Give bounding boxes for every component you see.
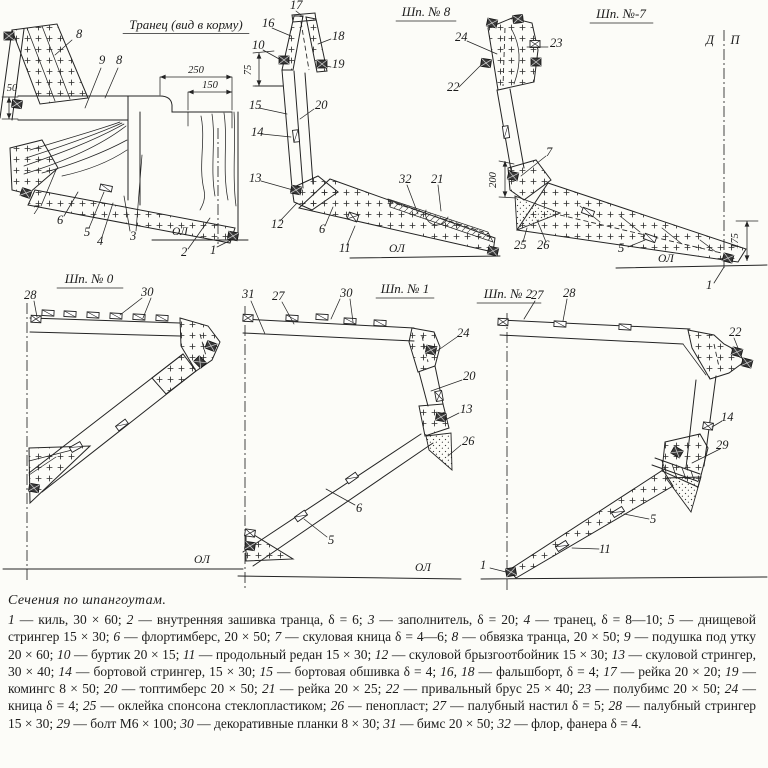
legend-item — [368, 612, 524, 627]
legend-item-text: — кница δ = 4; — [8, 681, 757, 714]
callout-30: 30 — [141, 285, 154, 299]
callout-16: 16 — [262, 16, 275, 30]
legend-item-text: — рейка 20 × 25; — [275, 681, 382, 697]
callout-17: 17 — [290, 0, 303, 12]
dim-75-ticks — [253, 51, 283, 86]
legend-item-text: — привальный брус 25 × 40; — [399, 681, 574, 697]
figure-title: Шп. №-7 — [596, 6, 646, 21]
legend-item-text: — палубный настил δ = 5; — [446, 698, 605, 714]
legend-item — [578, 681, 725, 696]
legend-item-text: — пенопласт; — [344, 698, 429, 714]
deck-plank — [87, 312, 99, 318]
connector — [507, 171, 518, 181]
deck-lines — [500, 320, 690, 344]
legend-item-text: — болт М6 × 100; — [70, 715, 177, 731]
legend-item-text: — флор, фанера δ = 4. — [510, 715, 642, 731]
baseline-label: ОЛ — [194, 554, 210, 566]
legend-item-number: 24 — [724, 681, 739, 697]
legend-item — [104, 681, 262, 696]
legend-item — [260, 664, 441, 679]
dim-75: 75 — [243, 64, 254, 76]
keel-marker — [28, 483, 39, 493]
baseline — [481, 577, 767, 579]
connector — [11, 99, 22, 108]
legend-item-text: — буртик 20 × 15; — [70, 646, 180, 662]
callout-20: 20 — [463, 369, 476, 383]
callout-5: 5 — [84, 225, 91, 239]
callout-11: 11 — [599, 542, 611, 556]
dim-250: 250 — [188, 65, 204, 76]
legend-item-text: — бортовой стрингер, 15 × 30; — [71, 663, 256, 679]
callout-13: 13 — [249, 171, 262, 185]
callout-13: 13 — [460, 402, 473, 416]
callout-11: 11 — [339, 241, 351, 255]
legend-item — [274, 629, 451, 644]
deck-lines — [243, 319, 414, 341]
bottom-band — [299, 179, 495, 252]
legend-item-text: — подушка под утку 20 × 60; — [8, 629, 756, 662]
legend-item-number: 28 — [608, 698, 623, 714]
legend-item-number: 12 — [374, 646, 389, 662]
baseline-label: ОЛ — [415, 562, 431, 574]
legend-item-number: 13 — [611, 646, 625, 662]
deck-plank — [554, 321, 566, 327]
deck-plank — [619, 324, 631, 330]
side-planking — [497, 89, 524, 170]
callout-19: 19 — [332, 57, 345, 71]
callout-18: 18 — [332, 29, 345, 43]
baseline-label: ОЛ — [389, 243, 405, 255]
callout-27: 27 — [272, 289, 285, 303]
legend-item-text: — транец, δ = 8—10; — [530, 612, 663, 627]
connector — [4, 32, 14, 40]
callout-14: 14 — [721, 410, 734, 424]
gunwale-block — [488, 18, 538, 90]
legend-item — [375, 647, 612, 662]
legend-item-number: 7 — [274, 629, 282, 645]
callout-21: 21 — [431, 172, 444, 186]
figure-frame-1 — [238, 281, 476, 589]
callout-26: 26 — [462, 434, 475, 448]
centerline-p: П — [730, 33, 740, 47]
connector — [530, 41, 540, 48]
baseline — [238, 576, 461, 579]
callout-9: 9 — [99, 53, 106, 67]
legend-item-number: 22 — [385, 681, 400, 697]
connector — [486, 18, 497, 28]
legend-item-text: — внутренняя зашивка транца, δ = 6; — [133, 612, 363, 627]
keel-marker — [505, 567, 516, 577]
legend-item — [262, 681, 386, 696]
foam — [426, 433, 452, 470]
legend-item — [497, 716, 641, 731]
deck-stringer — [498, 318, 508, 326]
legend-item-number: 26 — [330, 698, 345, 714]
bottom-band — [517, 183, 746, 262]
legend-item-text: — комингс 8 × 50; — [8, 663, 757, 697]
side-stringer — [703, 422, 714, 430]
baseline-label: ОЛ — [172, 226, 188, 238]
side-planking — [282, 70, 313, 188]
legend-item-number: 10 — [56, 646, 71, 662]
legend-item-text: — флортимберс, 20 × 50; — [120, 629, 271, 645]
callout-4: 4 — [97, 234, 104, 248]
deck-plank — [42, 310, 54, 316]
legend-item-text: — продольный редан 15 × 30; — [195, 646, 372, 662]
legend-item-text: — фальшборт, δ = 4; — [474, 663, 600, 679]
legend-item-text: — бимс 20 × 50; — [396, 715, 494, 731]
legend-item-number: 11 — [182, 646, 196, 662]
callout-22: 22 — [729, 325, 742, 339]
callout-7: 7 — [33, 203, 40, 217]
legend-item-number: 8 — [451, 629, 459, 645]
figure-title: Транец (вид в корму) — [129, 17, 243, 32]
bulwark-dash — [301, 22, 309, 70]
callout-2: 2 — [181, 245, 188, 259]
callout-3: 3 — [130, 229, 137, 243]
legend-item — [433, 698, 609, 713]
callout-12: 12 — [271, 217, 284, 231]
callout-24: 24 — [455, 30, 468, 44]
callout-6: 6 — [319, 222, 326, 236]
callout-1: 1 — [480, 558, 487, 572]
legend-item-number: 29 — [56, 715, 70, 731]
legend-title: Сечения по шпангоутам. — [8, 593, 167, 608]
legend-item-text: — топтимберс 20 × 50; — [117, 681, 258, 697]
legend-item-text: — скуловой стрингер, 30 × 40; — [8, 646, 757, 679]
legend-item — [83, 698, 331, 713]
callout-8b: 8 — [116, 53, 123, 67]
keel-assembly — [29, 446, 90, 503]
deck-plank — [344, 318, 356, 324]
legend-item-text: — декоративные планки 8 × 30; — [193, 715, 380, 731]
legend-item-number: 9 — [623, 629, 631, 645]
figure-frame-2 — [477, 286, 767, 592]
legend-item-text: — заполнитель, δ = 20; — [374, 612, 519, 627]
keel-marker — [487, 246, 498, 256]
chine-knee — [10, 140, 58, 194]
legend-item-number: 2 — [126, 612, 134, 627]
legend-item — [183, 647, 375, 662]
callout-5: 5 — [328, 533, 335, 547]
deck-plank — [110, 313, 122, 319]
connector — [513, 14, 524, 23]
legend-item — [386, 681, 578, 696]
callout-31: 31 — [242, 287, 255, 301]
legend-item — [113, 629, 274, 644]
legend-item-number: 15 — [259, 663, 274, 679]
legend-item-number: 21 — [262, 681, 276, 697]
figure-title: Шп. № 2 — [483, 286, 533, 301]
callout-14: 14 — [251, 125, 264, 139]
legend-item-text: — скуловая кница δ = 4—6; — [281, 629, 448, 645]
callout-28: 28 — [24, 288, 37, 302]
figure-title: Шп. № 8 — [401, 4, 451, 19]
connector — [245, 529, 256, 537]
connector — [531, 58, 541, 66]
deck-plank — [64, 311, 76, 317]
legend-item-text: — бортовая обшивка δ = 4; — [273, 663, 437, 679]
dim-50: 50 — [6, 83, 18, 94]
figure-frame-0 — [3, 271, 243, 580]
legend-item-number: 25 — [82, 698, 97, 714]
legend-item-text: — оклейка спонсона стеклопластиком; — [96, 698, 327, 714]
legend-item-number: 14 — [58, 663, 72, 679]
stringer-marker — [345, 472, 358, 483]
callout-6: 6 — [57, 213, 64, 227]
callout-15: 15 — [249, 98, 262, 112]
legend — [0, 588, 768, 732]
dim-250-ticks — [160, 77, 232, 110]
callout-10: 10 — [252, 38, 265, 52]
legend-item — [58, 664, 259, 679]
legend-item — [523, 612, 667, 627]
connector — [425, 345, 436, 355]
legend-item-number: 6 — [113, 629, 121, 645]
legend-item-number: 5 — [667, 612, 675, 627]
legend-item-number: 20 — [103, 681, 118, 697]
callout-1: 1 — [210, 243, 217, 257]
side-stringer-marker — [292, 130, 299, 143]
legend-item-number: 1 — [8, 612, 15, 627]
callout-5: 5 — [618, 241, 625, 255]
legend-item — [57, 647, 183, 662]
dim-175: 175 — [730, 233, 741, 249]
legend-item-number: 31 — [383, 715, 397, 731]
legend-item-text: — скуловой брызгоотбойник 15 × 30; — [388, 646, 608, 662]
legend-item-number: 4 — [523, 612, 531, 627]
legend-item-text: — палубный стрингер 15 × 30; — [8, 698, 757, 731]
legend-item-number: 30 — [180, 715, 194, 731]
deck-stringer — [243, 314, 253, 322]
connector — [435, 390, 444, 401]
legend-item-number: 17 — [603, 663, 617, 679]
foam — [666, 477, 701, 512]
legend-item — [383, 716, 497, 731]
side-stringer-marker — [502, 126, 509, 139]
centerline-d: Д — [706, 33, 714, 47]
dim-200: 200 — [488, 172, 499, 188]
callout-25: 25 — [514, 238, 527, 252]
figure-title: Шп. № 1 — [380, 281, 430, 296]
stringer-marker — [100, 184, 113, 192]
legend-body — [8, 611, 756, 732]
callout-20: 20 — [315, 98, 328, 112]
callout-29: 29 — [716, 438, 729, 452]
deck-plank — [156, 315, 168, 321]
deck-plank — [316, 314, 328, 320]
callout-32: 32 — [399, 172, 412, 186]
bottom-planking — [509, 470, 673, 578]
legend-item — [440, 664, 603, 679]
legend-item-number: 19 — [725, 663, 739, 679]
callout-30: 30 — [340, 286, 353, 300]
baseline-label: ОЛ — [658, 253, 674, 265]
callout-27: 27 — [531, 288, 544, 302]
legend-item-number: 27 — [432, 698, 447, 714]
callout-28: 28 — [563, 286, 576, 300]
legend-item-number: 23 — [577, 681, 592, 697]
legend-item-text: — обвязка транца, 20 × 50; — [458, 629, 620, 645]
callout-8: 8 — [76, 27, 83, 41]
callout-24: 24 — [457, 326, 470, 340]
coaming — [317, 60, 327, 68]
dim-150: 150 — [202, 80, 218, 91]
callout-1: 1 — [706, 278, 713, 292]
deck-plank — [374, 320, 386, 326]
legend-item — [452, 629, 624, 644]
legend-item-text: — днищевой стрингер 15 × 30; — [8, 612, 757, 645]
legend-item-number: 3 — [367, 612, 375, 627]
legend-item — [331, 698, 433, 713]
callout-23: 23 — [550, 36, 563, 50]
figure-title: Шп. № 0 — [64, 271, 114, 286]
legend-item — [127, 612, 368, 627]
legend-item-text: — киль, 30 × 60; — [14, 612, 122, 627]
legend-item — [8, 612, 127, 627]
callout-22: 22 — [447, 80, 460, 94]
legend-item-number: 16, 18 — [440, 663, 475, 679]
legend-item — [603, 664, 725, 679]
legend-item — [180, 716, 383, 731]
rail-strip — [480, 58, 491, 67]
callout-5: 5 — [650, 512, 657, 526]
connector — [741, 358, 753, 368]
callout-26: 26 — [537, 238, 550, 252]
callout-6: 6 — [356, 501, 363, 515]
legend-item — [57, 716, 181, 731]
baseline — [616, 265, 767, 268]
legend-item-text: — рейка 20 × 20; — [616, 663, 721, 679]
keel-marker — [244, 541, 255, 550]
legend-item-text: — полубимс 20 × 50; — [591, 681, 721, 697]
legend-item-number: 32 — [497, 715, 511, 731]
callout-7: 7 — [546, 145, 553, 159]
figure-transom — [0, 17, 249, 259]
baseline — [350, 256, 500, 258]
deck-stringer — [31, 315, 41, 323]
